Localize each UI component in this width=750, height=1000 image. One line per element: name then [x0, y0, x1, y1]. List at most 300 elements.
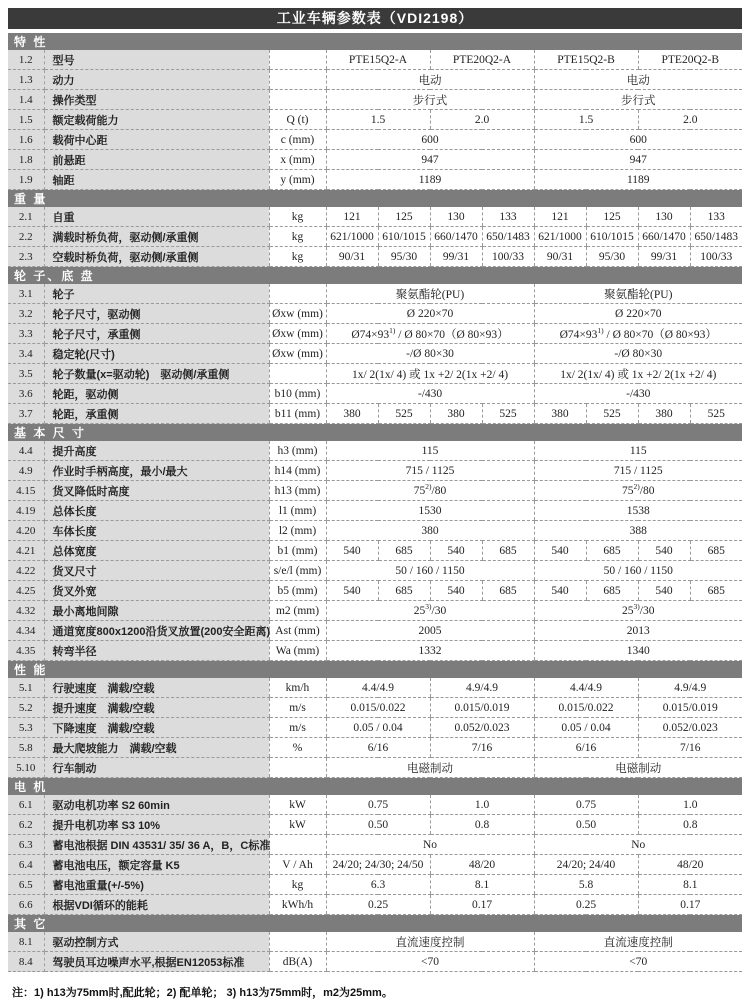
- table-row: [8, 641, 742, 661]
- spec-value: 50 / 160 / 1150: [534, 561, 742, 581]
- spec-value: 133: [690, 207, 742, 227]
- spec-value: 685: [482, 541, 534, 561]
- row-unit: kg: [269, 207, 326, 227]
- row-number: 8.4: [8, 952, 44, 972]
- row-number: 3.6: [8, 384, 44, 404]
- table-row: [8, 90, 742, 110]
- spec-value: 1538: [534, 501, 742, 521]
- spec-value: 125: [378, 207, 430, 227]
- spec-value: -/430: [326, 384, 534, 404]
- row-unit: b1 (mm): [269, 541, 326, 561]
- spec-value: 100/33: [690, 247, 742, 267]
- spec-value: 388: [534, 521, 742, 541]
- row-label: 蓄电池电压，额定容量 K5: [44, 855, 269, 875]
- spec-value: 540: [430, 581, 482, 601]
- spec-value: 525: [378, 404, 430, 424]
- spec-value: 0.015/0.022: [326, 698, 430, 718]
- spec-value: 685: [690, 581, 742, 601]
- table-row: [8, 795, 742, 815]
- spec-value: 947: [534, 150, 742, 170]
- table-row: [8, 621, 742, 641]
- spec-value: 130: [430, 207, 482, 227]
- section-row: [8, 778, 742, 796]
- row-unit: km/h: [269, 678, 326, 698]
- row-label: 总体宽度: [44, 541, 269, 561]
- spec-value: 1.5: [326, 110, 430, 130]
- table-row: [8, 227, 742, 247]
- section-header: 其 它: [8, 915, 742, 933]
- spec-value: 1189: [534, 170, 742, 190]
- spec-value: 540: [326, 581, 378, 601]
- row-label: 驱动控制方式: [44, 932, 269, 952]
- row-unit: kW: [269, 795, 326, 815]
- row-label: 货叉外宽: [44, 581, 269, 601]
- section-header: 重 量: [8, 190, 742, 208]
- spec-value: 24/20; 24/30; 24/50: [326, 855, 430, 875]
- row-number: 6.3: [8, 835, 44, 855]
- row-number: 4.35: [8, 641, 44, 661]
- spec-value: 380: [430, 404, 482, 424]
- spec-value: 0.50: [326, 815, 430, 835]
- row-label: 满载时桥负荷，驱动侧/承重侧: [44, 227, 269, 247]
- row-label: 型号: [44, 50, 269, 70]
- row-label: 稳定轮(尺寸): [44, 344, 269, 364]
- row-number: 8.1: [8, 932, 44, 952]
- spec-value: 115: [534, 441, 742, 461]
- spec-value: 95/30: [586, 247, 638, 267]
- row-number: 4.20: [8, 521, 44, 541]
- row-number: 4.15: [8, 481, 44, 501]
- table-row: [8, 718, 742, 738]
- row-number: 1.9: [8, 170, 44, 190]
- spec-value: PTE15Q2-A: [326, 50, 430, 70]
- spec-value: 4.9/4.9: [430, 678, 534, 698]
- spec-value: 0.05 / 0.04: [534, 718, 638, 738]
- table-row: [8, 952, 742, 972]
- spec-value: 24/20; 24/40: [534, 855, 638, 875]
- row-label: 轮子数量(x=驱动轮) 驱动侧/承重侧: [44, 364, 269, 384]
- spec-value: 直流速度控制: [534, 932, 742, 952]
- row-label: 转弯半径: [44, 641, 269, 661]
- spec-value: 0.17: [430, 895, 534, 915]
- row-label: 自重: [44, 207, 269, 227]
- spec-value: Ø 220×70: [326, 304, 534, 324]
- row-number: 2.2: [8, 227, 44, 247]
- row-unit: [269, 932, 326, 952]
- row-number: 4.34: [8, 621, 44, 641]
- row-unit: h3 (mm): [269, 441, 326, 461]
- spec-value: 25$^{3)}$/30: [326, 601, 534, 621]
- spec-value: 610/1015: [378, 227, 430, 247]
- table-row: [8, 364, 742, 384]
- row-number: 4.4: [8, 441, 44, 461]
- row-label: 轮距，驱动侧: [44, 384, 269, 404]
- spec-value: 650/1483: [482, 227, 534, 247]
- spec-value: 0.50: [534, 815, 638, 835]
- spec-value: 610/1015: [586, 227, 638, 247]
- table-row: [8, 324, 742, 344]
- spec-value: 685: [586, 581, 638, 601]
- row-unit: s/e/l (mm): [269, 561, 326, 581]
- row-label: 行车制动: [44, 758, 269, 778]
- row-label: 轮子尺寸，承重侧: [44, 324, 269, 344]
- row-unit: [269, 284, 326, 304]
- spec-value: 0.015/0.019: [430, 698, 534, 718]
- row-unit: h13 (mm): [269, 481, 326, 501]
- table-row: [8, 284, 742, 304]
- footnote: 注：1) h13为75mm时,配此轮；2) 配单轮； 3) h13为75mm时，m2为25mm。: [12, 987, 393, 999]
- spec-value: 380: [326, 404, 378, 424]
- row-label: 车体长度: [44, 521, 269, 541]
- row-number: 4.19: [8, 501, 44, 521]
- row-label: 轮子尺寸，驱动侧: [44, 304, 269, 324]
- spec-value: 电磁制动: [534, 758, 742, 778]
- table-row: [8, 815, 742, 835]
- table-row: [8, 521, 742, 541]
- spec-value: 7/16: [430, 738, 534, 758]
- row-label: 提升电机功率 S3 10%: [44, 815, 269, 835]
- spec-value: 48/20: [638, 855, 742, 875]
- spec-value: 2013: [534, 621, 742, 641]
- row-number: 3.2: [8, 304, 44, 324]
- row-label: 货叉尺寸: [44, 561, 269, 581]
- table-row: [8, 835, 742, 855]
- row-label: 动力: [44, 70, 269, 90]
- spec-value: 0.17: [638, 895, 742, 915]
- row-label: 蓄电池重量(+/-5%): [44, 875, 269, 895]
- row-label: 通道宽度800x1200沿货叉放置(200安全距离): [44, 621, 269, 641]
- table-row: [8, 110, 742, 130]
- spec-value: 5.8: [534, 875, 638, 895]
- row-unit: kg: [269, 247, 326, 267]
- row-unit: %: [269, 738, 326, 758]
- row-number: 2.1: [8, 207, 44, 227]
- spec-value: 0.8: [430, 815, 534, 835]
- row-number: 1.4: [8, 90, 44, 110]
- table-row: [8, 441, 742, 461]
- table-row: [8, 304, 742, 324]
- table-row: [8, 875, 742, 895]
- row-unit: b10 (mm): [269, 384, 326, 404]
- table-row: [8, 344, 742, 364]
- row-number: 5.1: [8, 678, 44, 698]
- spec-value: 电动: [534, 70, 742, 90]
- spec-value: -/430: [534, 384, 742, 404]
- row-unit: kg: [269, 875, 326, 895]
- spec-value: 6/16: [534, 738, 638, 758]
- spec-value: 115: [326, 441, 534, 461]
- spec-value: 380: [638, 404, 690, 424]
- row-unit: kg: [269, 227, 326, 247]
- spec-value: 540: [534, 581, 586, 601]
- spec-value: 0.015/0.022: [534, 698, 638, 718]
- spec-value: 600: [326, 130, 534, 150]
- row-unit: x (mm): [269, 150, 326, 170]
- row-label: 最大爬坡能力 满载/空载: [44, 738, 269, 758]
- spec-value: 2.0: [638, 110, 742, 130]
- spec-value: 540: [534, 541, 586, 561]
- row-unit: [269, 758, 326, 778]
- spec-value: 685: [482, 581, 534, 601]
- spec-value: <70: [326, 952, 534, 972]
- spec-value: 99/31: [430, 247, 482, 267]
- row-number: 3.1: [8, 284, 44, 304]
- spec-value: -/Ø 80×30: [534, 344, 742, 364]
- row-unit: [269, 70, 326, 90]
- row-number: 5.3: [8, 718, 44, 738]
- spec-value: 685: [586, 541, 638, 561]
- row-number: 1.6: [8, 130, 44, 150]
- row-label: 下降速度 满载/空载: [44, 718, 269, 738]
- row-number: 2.3: [8, 247, 44, 267]
- spec-value: 90/31: [326, 247, 378, 267]
- table-row: [8, 130, 742, 150]
- row-label: 行驶速度 满载/空载: [44, 678, 269, 698]
- row-unit: h14 (mm): [269, 461, 326, 481]
- row-unit: l2 (mm): [269, 521, 326, 541]
- spec-value: 0.052/0.023: [430, 718, 534, 738]
- table-row: [8, 541, 742, 561]
- spec-value: 660/1470: [638, 227, 690, 247]
- spec-value: 0.25: [326, 895, 430, 915]
- row-unit: Q (t): [269, 110, 326, 130]
- page-title: 工业车辆参数表（VDI2198）: [8, 8, 742, 29]
- row-unit: Ast (mm): [269, 621, 326, 641]
- spec-value: 525: [586, 404, 638, 424]
- row-unit: [269, 50, 326, 70]
- section-row: [8, 267, 742, 285]
- row-unit: Øxw (mm): [269, 324, 326, 344]
- spec-value: 直流速度控制: [326, 932, 534, 952]
- row-number: 6.1: [8, 795, 44, 815]
- row-number: 6.4: [8, 855, 44, 875]
- spec-value: PTE20Q2-A: [430, 50, 534, 70]
- table-row: [8, 698, 742, 718]
- row-number: 1.2: [8, 50, 44, 70]
- spec-value: 650/1483: [690, 227, 742, 247]
- row-number: 3.3: [8, 324, 44, 344]
- spec-value: 电动: [326, 70, 534, 90]
- spec-value: 540: [430, 541, 482, 561]
- row-unit: m/s: [269, 698, 326, 718]
- table-row: [8, 384, 742, 404]
- spec-value: 2.0: [430, 110, 534, 130]
- row-unit: kW: [269, 815, 326, 835]
- row-number: 3.7: [8, 404, 44, 424]
- spec-value: 380: [534, 404, 586, 424]
- row-label: 前悬距: [44, 150, 269, 170]
- spec-value: 125: [586, 207, 638, 227]
- section-row: [8, 915, 742, 933]
- spec-value: PTE20Q2-B: [638, 50, 742, 70]
- row-label: 蓄电池根据 DIN 43531/ 35/ 36 A，B，C标准: [44, 835, 269, 855]
- row-number: 5.8: [8, 738, 44, 758]
- spec-value: 525: [482, 404, 534, 424]
- row-number: 4.25: [8, 581, 44, 601]
- spec-value: 0.052/0.023: [638, 718, 742, 738]
- spec-value: 685: [378, 541, 430, 561]
- row-unit: l1 (mm): [269, 501, 326, 521]
- row-label: 总体长度: [44, 501, 269, 521]
- table-row: [8, 855, 742, 875]
- row-label: 最小离地间隙: [44, 601, 269, 621]
- spec-value: 0.75: [326, 795, 430, 815]
- row-number: 6.6: [8, 895, 44, 915]
- row-number: 3.4: [8, 344, 44, 364]
- spec-value: 525: [690, 404, 742, 424]
- table-row: [8, 461, 742, 481]
- table-row: [8, 70, 742, 90]
- row-number: 1.3: [8, 70, 44, 90]
- spec-value: 电磁制动: [326, 758, 534, 778]
- row-unit: b5 (mm): [269, 581, 326, 601]
- spec-value: 聚氨酯轮(PU): [534, 284, 742, 304]
- row-label: 操作类型: [44, 90, 269, 110]
- spec-value: 步行式: [326, 90, 534, 110]
- section-header: 电 机: [8, 778, 742, 796]
- row-label: 空载时桥负荷，驱动侧/承重侧: [44, 247, 269, 267]
- table-row: [8, 207, 742, 227]
- row-number: 5.10: [8, 758, 44, 778]
- spec-value: 25$^{3)}$/30: [534, 601, 742, 621]
- spec-value: 1.5: [534, 110, 638, 130]
- spec-value: 0.015/0.019: [638, 698, 742, 718]
- spec-value: 1530: [326, 501, 534, 521]
- spec-value: 2005: [326, 621, 534, 641]
- table-row: [8, 758, 742, 778]
- section-header: 轮 子、底 盘: [8, 267, 742, 285]
- table-row: [8, 581, 742, 601]
- spec-value: 600: [534, 130, 742, 150]
- spec-table: [8, 33, 742, 972]
- row-label: 轴距: [44, 170, 269, 190]
- row-unit: [269, 835, 326, 855]
- row-label: 轮子: [44, 284, 269, 304]
- table-row: [8, 481, 742, 501]
- row-number: 1.5: [8, 110, 44, 130]
- spec-value: -/Ø 80×30: [326, 344, 534, 364]
- spec-value: 685: [690, 541, 742, 561]
- row-number: 6.5: [8, 875, 44, 895]
- spec-value: PTE15Q2-B: [534, 50, 638, 70]
- spec-value: 6/16: [326, 738, 430, 758]
- row-label: 提升速度 满载/空载: [44, 698, 269, 718]
- row-unit: kWh/h: [269, 895, 326, 915]
- spec-value: 621/1000: [326, 227, 378, 247]
- row-number: 4.22: [8, 561, 44, 581]
- spec-value: 540: [638, 541, 690, 561]
- spec-value: 1.0: [638, 795, 742, 815]
- row-unit: m/s: [269, 718, 326, 738]
- spec-value: 121: [534, 207, 586, 227]
- row-unit: b11 (mm): [269, 404, 326, 424]
- spec-value: 90/31: [534, 247, 586, 267]
- row-unit: c (mm): [269, 130, 326, 150]
- row-unit: Øxw (mm): [269, 304, 326, 324]
- row-number: 5.2: [8, 698, 44, 718]
- table-row: [8, 501, 742, 521]
- spec-value: 715 / 1125: [326, 461, 534, 481]
- row-number: 3.5: [8, 364, 44, 384]
- section-row: [8, 33, 742, 50]
- table-row: [8, 895, 742, 915]
- spec-value: 7/16: [638, 738, 742, 758]
- spec-value: 0.8: [638, 815, 742, 835]
- spec-value: 95/30: [378, 247, 430, 267]
- spec-value: No: [534, 835, 742, 855]
- spec-value: 4.9/4.9: [638, 678, 742, 698]
- spec-value: 133: [482, 207, 534, 227]
- spec-value: $Ø74\times 93^{1)}$ / Ø 80×70（Ø 80×93）: [534, 324, 742, 344]
- spec-value: 50 / 160 / 1150: [326, 561, 534, 581]
- spec-value: 99/31: [638, 247, 690, 267]
- table-row: [8, 404, 742, 424]
- spec-value: Ø 220×70: [534, 304, 742, 324]
- table-row: [8, 50, 742, 70]
- spec-value: 1332: [326, 641, 534, 661]
- row-number: 6.2: [8, 815, 44, 835]
- spec-value: 380: [326, 521, 534, 541]
- spec-value: 8.1: [638, 875, 742, 895]
- spec-value: 121: [326, 207, 378, 227]
- spec-value: 1x/ 2(1x/ 4) 或 1x +2/ 2(1x +2/ 4): [534, 364, 742, 384]
- row-unit: Øxw (mm): [269, 344, 326, 364]
- table-row: [8, 678, 742, 698]
- row-unit: [269, 90, 326, 110]
- spec-value: 聚氨酯轮(PU): [326, 284, 534, 304]
- spec-value: 4.4/4.9: [534, 678, 638, 698]
- spec-value: 48/20: [430, 855, 534, 875]
- spec-value: 540: [326, 541, 378, 561]
- row-label: 额定载荷能力: [44, 110, 269, 130]
- spec-value: 1189: [326, 170, 534, 190]
- spec-value: 540: [638, 581, 690, 601]
- table-row: [8, 150, 742, 170]
- spec-value: 685: [378, 581, 430, 601]
- row-unit: [269, 364, 326, 384]
- spec-value: 1340: [534, 641, 742, 661]
- spec-value: 1.0: [430, 795, 534, 815]
- section-header: 特 性: [8, 33, 742, 50]
- spec-value: 75$^{2)}$/80: [534, 481, 742, 501]
- section-header: 性 能: [8, 661, 742, 679]
- spec-value: 0.75: [534, 795, 638, 815]
- row-label: 货叉降低时高度: [44, 481, 269, 501]
- spec-value: <70: [534, 952, 742, 972]
- row-unit: m2 (mm): [269, 601, 326, 621]
- spec-value: No: [326, 835, 534, 855]
- spec-value: 100/33: [482, 247, 534, 267]
- section-row: [8, 190, 742, 208]
- table-row: [8, 738, 742, 758]
- row-number: 4.9: [8, 461, 44, 481]
- spec-value: 0.25: [534, 895, 638, 915]
- row-label: 驱动电机功率 S2 60min: [44, 795, 269, 815]
- spec-value: 75$^{2)}$/80: [326, 481, 534, 501]
- row-unit: dB(A): [269, 952, 326, 972]
- row-label: 根据VDI循环的能耗: [44, 895, 269, 915]
- row-number: 4.21: [8, 541, 44, 561]
- row-label: 驾驶员耳边噪声水平,根据EN12053标准: [44, 952, 269, 972]
- row-label: 载荷中心距: [44, 130, 269, 150]
- spec-value: $Ø74\times 93^{1)}$ / Ø 80×70（Ø 80×93）: [326, 324, 534, 344]
- spec-value: 8.1: [430, 875, 534, 895]
- table-row: [8, 601, 742, 621]
- spec-value: 4.4/4.9: [326, 678, 430, 698]
- row-label: 提升高度: [44, 441, 269, 461]
- section-row: [8, 424, 742, 442]
- spec-value: 1x/ 2(1x/ 4) 或 1x +2/ 2(1x +2/ 4): [326, 364, 534, 384]
